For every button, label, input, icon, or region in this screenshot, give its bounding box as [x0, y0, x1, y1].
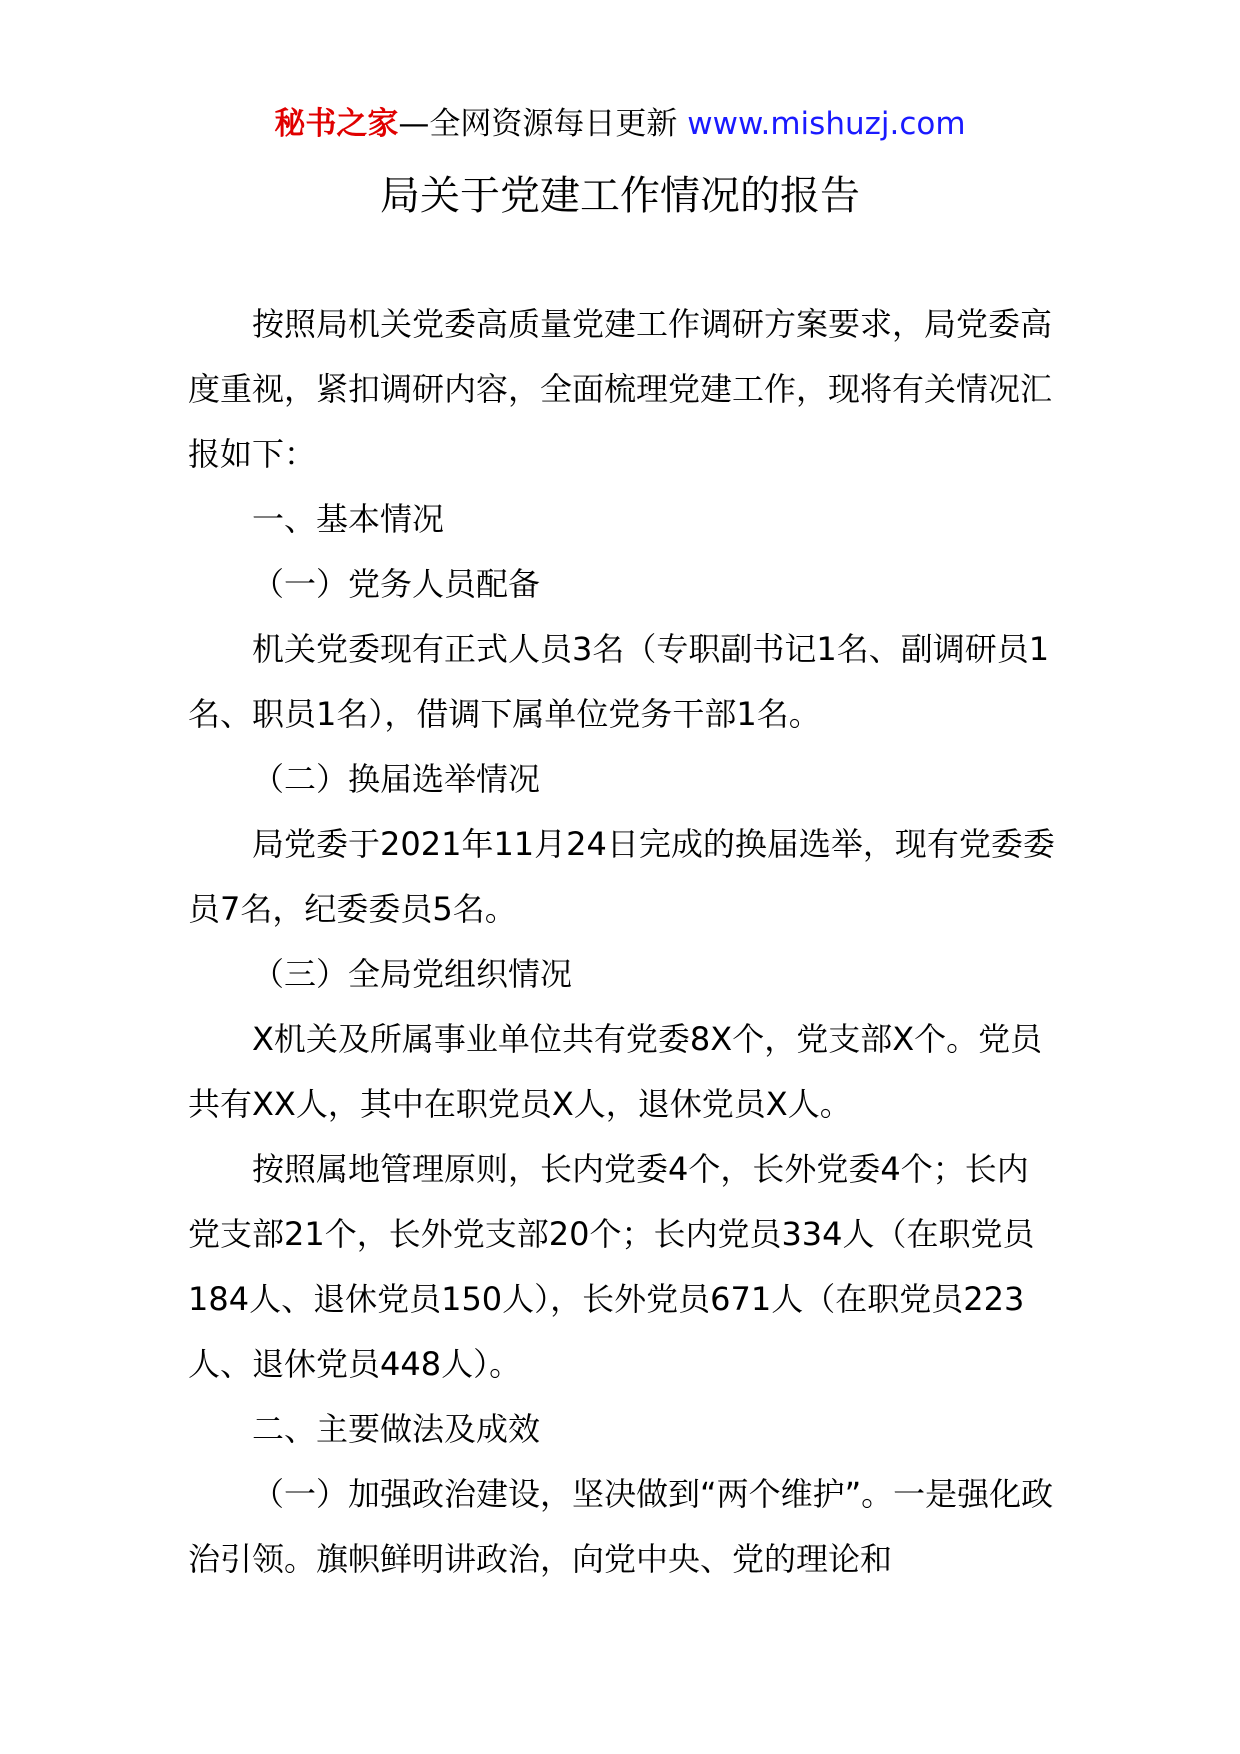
- document-body: [188, 292, 1058, 1592]
- site-slogan: —全网资源每日更新: [398, 106, 678, 142]
- paragraph-territorial: 按照属地管理原则，长内党委4个，长外党委4个；长内党支部21个，长外党支部20个；长内党员334人（在职党员184人、退休党员150人），长外党员671人（在职党员223人、退休党员448人）。: [188, 1150, 1035, 1383]
- document-title: 局关于党建工作情况的报告: [380, 173, 860, 219]
- paragraph-staffing: 机关党委现有正式人员3名（专职副书记1名、副调研员1名、职员1名），借调下属单位党务干部1名。: [188, 630, 1050, 733]
- subsection-heading-1-3: （三）全局党组织情况: [252, 955, 573, 993]
- site-url-link[interactable]: www.mishuzj.com: [687, 106, 966, 142]
- paragraph-organizations: X机关及所属事业单位共有党委8X个，党支部X个。党员共有XX人，其中在职党员X人，退休党员X人。: [188, 1020, 1043, 1123]
- paragraph-political: （一）加强政治建设，坚决做到“两个维护”。一是强化政治引领。旗帜鲜明讲政治，向党中央、党的理论和: [188, 1475, 1054, 1578]
- paragraph-intro: 按照局机关党委高质量党建工作调研方案要求，局党委高度重视，紧扣调研内容，全面梳理党建工作，现将有关情况汇报如下：: [188, 305, 1053, 473]
- section-heading-2: 二、主要做法及成效: [252, 1410, 541, 1448]
- paragraph-election: 局党委于2021年11月24日完成的换届选举，现有党委委员7名，纪委委员5名。: [188, 825, 1055, 928]
- site-brand: 秘书之家: [274, 106, 399, 142]
- subsection-heading-1-2: （二）换届选举情况: [252, 760, 541, 798]
- subsection-heading-1-1: （一）党务人员配备: [252, 565, 541, 603]
- section-heading-1: 一、基本情况: [252, 500, 445, 538]
- site-header: [0, 102, 1240, 146]
